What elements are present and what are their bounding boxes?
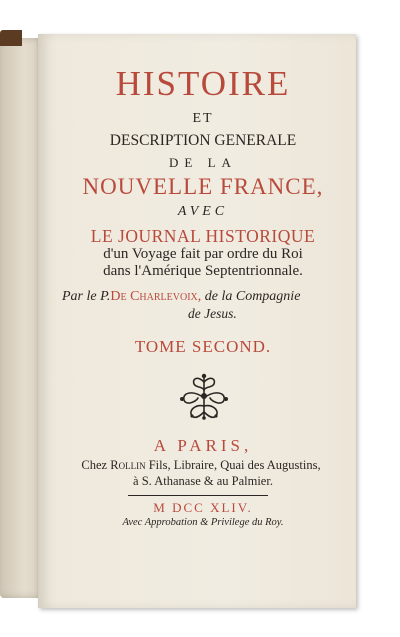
title-de-la: DE LA <box>169 155 237 170</box>
title-page <box>38 34 356 608</box>
imprint-date: M DCC XLIV. <box>153 500 253 515</box>
imprint-privilege: Avec Approbation & Privilege du Roy. <box>122 517 284 528</box>
author-line-2: de Jesus. <box>188 306 237 321</box>
book-spine <box>0 30 22 46</box>
author-prefix: Par le P. <box>62 289 111 304</box>
publisher-prefix: Chez <box>81 458 108 472</box>
imprint-publisher <box>42 458 360 473</box>
publisher-name: Rollin <box>110 458 146 472</box>
title-description: DESCRIPTION GENERALE <box>109 132 297 149</box>
title-voyage-line: d'un Voyage fait par ordre du Roi <box>103 246 303 262</box>
title-nouvelle-france: NOUVELLE FRANCE, <box>82 174 324 199</box>
book <box>0 30 372 608</box>
fleuron-ornament-icon <box>176 372 232 422</box>
title-conjunction: ET <box>192 111 214 126</box>
publisher-suffix: Fils, Libraire, Quai des Augustins, <box>145 458 321 472</box>
title-amerique-line: dans l'Amérique Septentrionnale. <box>103 263 303 279</box>
book-title: HISTOIRE <box>115 64 291 103</box>
imprint-rule <box>128 495 268 496</box>
title-journal: LE JOURNAL HISTORIQUE <box>90 226 316 246</box>
author-suffix: de la Compagnie <box>201 289 301 304</box>
title-avec: AVEC <box>177 204 229 219</box>
author-name: De Charlevoix, <box>110 289 202 304</box>
imprint-city: A PARIS, <box>153 436 253 455</box>
author-line <box>48 289 380 305</box>
imprint-address: à S. Athanase & au Palmier. <box>133 474 273 488</box>
volume-label: TOME SECOND. <box>134 337 272 356</box>
